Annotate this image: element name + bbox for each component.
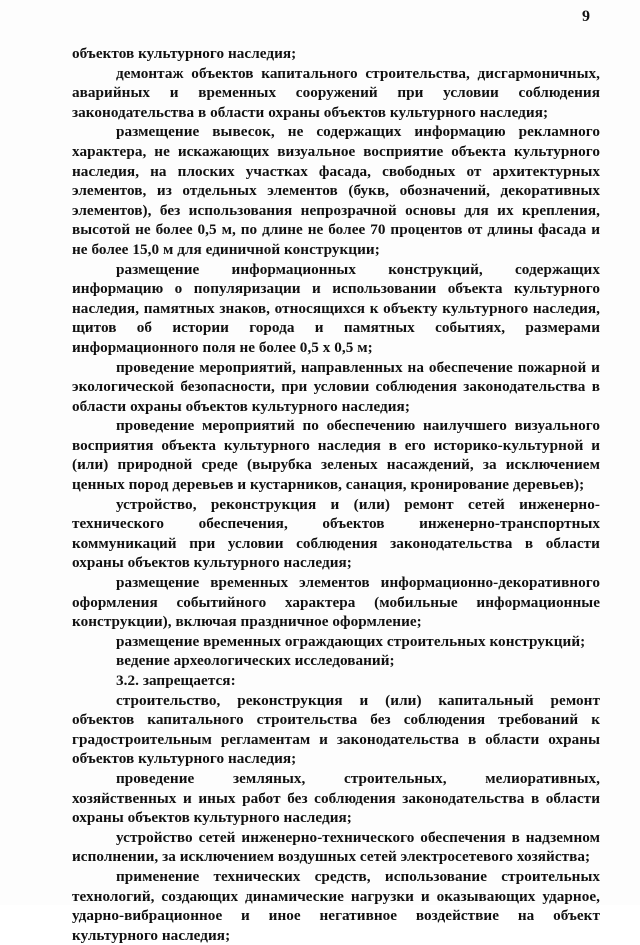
paragraph: строительство, реконструкция и (или) капитальный ремонт объектов капитального строительства без соблюдения требований к градостроительным регламентам и законодательства в области охраны объектов культурного наследия; — [72, 691, 600, 768]
paragraph: размещение информационных конструкций, содержащих информацию о популяризации и использовании объекта культурного наследия, памятных знаков, относящихся к объекту культурного наследия, щитов об истории города и памятных событиях, размерами информационного поля не более 0,5 х 0,5 м; — [72, 260, 600, 356]
page-number: 9 — [582, 8, 590, 25]
paragraph: устройство, реконструкция и (или) ремонт сетей инженерно-технического обеспечения, объектов инженерно-транспортных коммуникаций при условии соблюдения законодательства в области охраны объектов культурного наследия; — [72, 495, 600, 572]
document-body — [72, 44, 600, 945]
paragraph: устройство сетей инженерно-технического обеспечения в надземном исполнении, за исключением воздушных сетей электросетевого хозяйства; — [72, 828, 600, 866]
paragraph: ведение археологических исследований; — [116, 652, 395, 670]
paragraph-continuation: объектов культурного наследия; — [72, 45, 297, 62]
paragraph: размещение вывесок, не содержащих информацию рекламного характера, не искажающих визуальное восприятие объекта культурного наследия, на плоских участках фасада, свободных от архитектурных элементов, из отдельных элементов (букв, обозначений, декоративных элементов), без использования непрозрачной основы для их крепления, высотой не более 0,5 м, по длине не более 70 процентов от длины фасада и не более 15,0 м для единичной конструкции; — [72, 123, 600, 258]
paragraph: проведение мероприятий, направленных на обеспечение пожарной и экологической безопасности, при условии соблюдения законодательства в области охраны объектов культурного наследия; — [72, 358, 600, 415]
paragraph: демонтаж объектов капитального строительства, дисгармоничных, аварийных и временных сооружений при условии соблюдения законодательства в области охраны объектов культурного наследия; — [72, 64, 600, 121]
paragraph: проведение мероприятий по обеспечению наилучшего визуального восприятия объекта культурного наследия в его историко-культурной и (или) природной среде (вырубка зеленых насаждений, за исключением ценных пород деревьев и кустарников, санация, кронирование деревьев); — [72, 417, 600, 494]
paragraph: размещение временных ограждающих строительных конструкций; — [116, 632, 586, 650]
section-heading: 3.2. запрещается: — [116, 672, 236, 689]
paragraph: применение технических средств, использование строительных технологий, создающих динамические нагрузки и оказывающих ударное, ударно-вибрационное и иное негативное воздействие на объект культурного наследия; — [72, 867, 600, 944]
paragraph: размещение временных элементов информационно-декоративного оформления событийного характера (мобильные информационные конструкции), включая праздничное оформление; — [72, 574, 600, 631]
paragraph: проведение земляных, строительных, мелиоративных, хозяйственных и иных работ без соблюдения законодательства в области охраны объектов культурного наследия; — [72, 769, 600, 827]
